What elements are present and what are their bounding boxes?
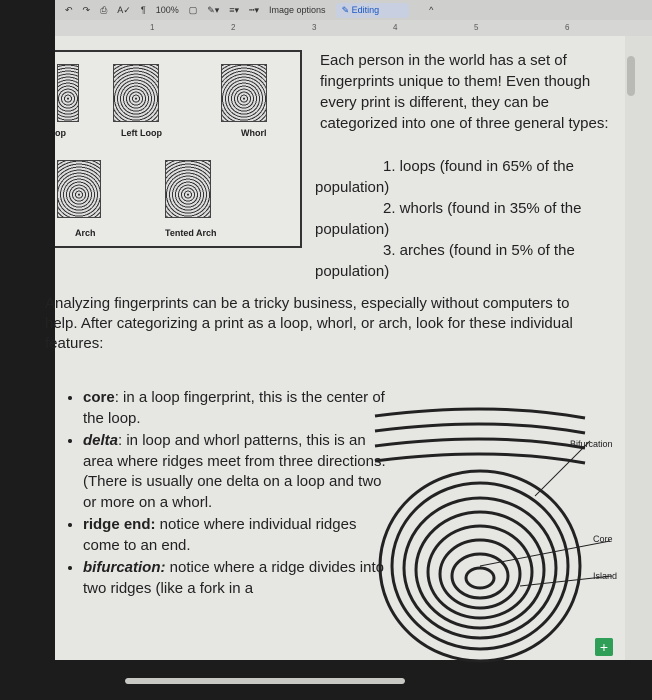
label-whorl: Whorl: [241, 128, 267, 138]
list-item: • core: in a loop fingerprint, this is the center of the loop.: [83, 388, 393, 429]
zoom-select[interactable]: 100%: [155, 5, 179, 15]
list-item: • ridge end: notice where individual ridges come to an end.: [83, 515, 393, 556]
collapse-icon[interactable]: ^: [429, 5, 434, 15]
label-left-loop: Left Loop: [121, 128, 162, 138]
add-icon[interactable]: +: [595, 638, 613, 656]
type-arches: 3. arches (found in 5% of the population): [315, 242, 575, 280]
fingerprint-diagram[interactable]: [370, 396, 630, 666]
label-bifurcation: Bifurcation: [570, 439, 613, 449]
document-page[interactable]: [45, 36, 625, 660]
editing-mode-button[interactable]: ✎ Editing: [336, 3, 410, 18]
google-docs-window: [45, 0, 652, 660]
ruler-mark: 5: [474, 23, 479, 32]
border-color-icon[interactable]: ✎▾: [207, 4, 220, 15]
redo-icon[interactable]: ↷: [82, 4, 91, 15]
intro-text: Each person in the world has a set of fingerprints unique to them! Even though every print is different, they can be categorized into one of three general types:: [320, 52, 609, 132]
label-arch: Arch: [75, 228, 96, 238]
analysis-paragraph: Analyzing fingerprints can be a tricky business, especially without computers to help. After categorizing a print as a loop, whorl, or arch, look for these individual features:: [45, 295, 573, 352]
ruler-mark: 6: [565, 23, 570, 32]
tented-arch-image: [165, 160, 211, 218]
ruler[interactable]: [55, 20, 652, 36]
paint-format-icon[interactable]: ¶: [140, 5, 146, 15]
whorl-image: [221, 64, 267, 122]
image-options-button[interactable]: Image options: [269, 5, 326, 15]
vertical-scrollbar[interactable]: [627, 56, 635, 96]
label-core: Core: [593, 534, 613, 544]
border-weight-icon[interactable]: ≡▾: [229, 4, 240, 15]
ruler-mark: 2: [231, 23, 236, 32]
label-island: Island: [593, 571, 618, 581]
list-item: • delta: in loop and whorl patterns, this is an area where ridges meet from three directions. (There is usually one delta on a loop and two or more on a whorl.: [83, 431, 393, 513]
print-icon[interactable]: ⎙: [100, 4, 108, 15]
fingerprint-types-image[interactable]: [55, 50, 302, 248]
comment-icon[interactable]: ▢: [188, 4, 198, 15]
spellcheck-icon[interactable]: A✓: [117, 4, 131, 15]
ruler-mark: 3: [312, 23, 317, 32]
ruler-mark: 1: [150, 23, 155, 32]
undo-icon[interactable]: ↶: [65, 4, 73, 15]
type-loops: 1. loops (found in 65% of the population): [315, 158, 574, 196]
border-dash-icon[interactable]: ┅▾: [249, 4, 260, 15]
list-item: • bifurcation: notice where a ridge divides into two ridges (like a fork in a: [83, 558, 393, 599]
left-loop-image: [113, 64, 159, 122]
label-tented-arch: Tented Arch: [165, 228, 217, 238]
type-whorls: 2. whorls (found in 35% of the population): [315, 200, 582, 238]
toolbar: [55, 0, 652, 20]
ruler-mark: 4: [393, 23, 398, 32]
features-list: [55, 388, 393, 601]
editing-label: Editing: [351, 4, 380, 15]
partial-print-image: [57, 64, 79, 122]
horizontal-scrollbar[interactable]: [125, 678, 405, 684]
arch-image: [57, 160, 101, 218]
label-partial: op: [55, 128, 66, 138]
